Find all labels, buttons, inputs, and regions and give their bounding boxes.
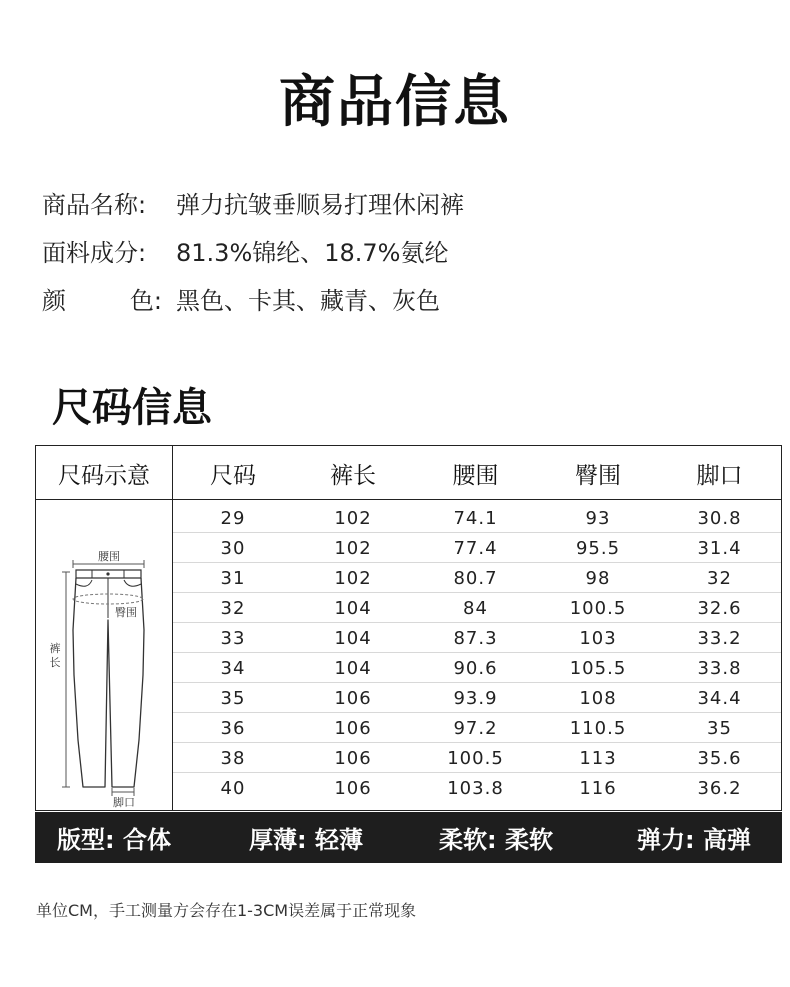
cell-length: 104 <box>334 627 372 649</box>
cell-length: 104 <box>334 597 372 619</box>
measurement-note: 单位CM，手工测量方会存在1-3CM误差属于正常现象 <box>36 901 417 920</box>
table-row <box>173 563 781 593</box>
cell-hem: 34.4 <box>697 687 742 709</box>
info-key-color-part1: 颜 <box>42 286 66 315</box>
cell-hip: 95.5 <box>575 537 621 559</box>
cell-length: 102 <box>334 507 372 529</box>
info-value-name: 弹力抗皱垂顺易打理休闲裤 <box>176 190 464 219</box>
info-key-color <box>42 281 162 316</box>
info-row-color <box>42 274 464 322</box>
cell-length: 102 <box>334 567 372 589</box>
cell-length: 102 <box>334 537 372 559</box>
cell-hip: 93 <box>585 507 611 529</box>
table-row <box>173 683 781 713</box>
size-table <box>35 445 782 811</box>
cell-hip: 108 <box>579 687 617 709</box>
info-key-color-part2: 色: <box>129 286 162 315</box>
cell-size: 33 <box>220 627 246 649</box>
cell-length: 106 <box>334 747 372 769</box>
header-hem: 脚口 <box>696 462 743 489</box>
cell-waist: 103.8 <box>447 777 504 799</box>
info-row-name <box>42 178 464 226</box>
cell-waist: 90.6 <box>453 657 498 679</box>
table-row <box>173 593 781 623</box>
cell-hem: 32.6 <box>697 597 742 619</box>
size-diagram <box>36 500 173 810</box>
cell-size: 36 <box>220 717 246 739</box>
cell-size: 31 <box>220 567 246 589</box>
table-row <box>173 713 781 743</box>
info-key-name: 商品名称: <box>42 190 147 219</box>
cell-waist: 84 <box>463 597 488 619</box>
cell-size: 38 <box>220 747 246 769</box>
cell-waist: 87.3 <box>453 627 498 649</box>
diagram-hem-label: 脚口 <box>113 796 135 809</box>
cell-hem: 33.2 <box>697 627 742 649</box>
attribute-bar <box>35 812 782 863</box>
diagram-hip-label: 臀围 <box>115 606 137 619</box>
cell-length: 106 <box>334 687 372 709</box>
header-hip: 臀围 <box>575 462 621 489</box>
size-section-title: 尺码信息 <box>52 385 212 431</box>
header-length: 裤长 <box>330 462 376 489</box>
cell-waist: 97.2 <box>453 717 498 739</box>
cell-size: 29 <box>220 507 246 529</box>
cell-size: 32 <box>220 597 246 619</box>
cell-waist: 100.5 <box>447 747 504 769</box>
cell-hem: 30.8 <box>697 507 742 529</box>
info-value-material: 81.3%锦纶、18.7%氨纶 <box>176 238 449 267</box>
cell-waist: 77.4 <box>453 537 498 559</box>
page-title: 商品信息 <box>279 70 511 135</box>
cell-hip: 110.5 <box>569 717 627 739</box>
cell-waist: 74.1 <box>453 507 498 529</box>
cell-hip: 98 <box>585 567 611 589</box>
header-size: 尺码 <box>210 462 256 489</box>
cell-waist: 80.7 <box>453 567 498 589</box>
attr-thickness: 厚薄: 轻薄 <box>249 826 363 854</box>
table-row <box>173 653 781 683</box>
cell-size: 35 <box>220 687 246 709</box>
table-row <box>173 533 781 563</box>
table-row <box>173 503 781 533</box>
cell-hem: 35.6 <box>697 747 742 769</box>
diagram-waist-label: 腰围 <box>98 550 120 563</box>
cell-size: 30 <box>220 537 246 559</box>
cell-hem: 31.4 <box>697 537 742 559</box>
cell-length: 104 <box>334 657 372 679</box>
table-row <box>173 743 781 773</box>
pants-icon <box>36 500 173 810</box>
cell-hip: 105.5 <box>569 657 627 679</box>
attr-softness: 柔软: 柔软 <box>439 826 553 854</box>
table-header-row <box>36 446 781 500</box>
diagram-length-label-1: 裤 <box>49 642 61 655</box>
cell-hem: 36.2 <box>697 777 742 799</box>
diagram-length-label-2: 长 <box>49 656 61 669</box>
cell-hip: 116 <box>579 777 617 799</box>
cell-size: 34 <box>220 657 246 679</box>
cell-length: 106 <box>334 777 372 799</box>
info-key-material: 面料成分: <box>42 238 147 267</box>
table-row <box>173 623 781 653</box>
info-value-color: 黑色、卡其、藏青、灰色 <box>176 286 440 315</box>
product-info <box>42 178 464 322</box>
cell-hem: 32 <box>707 567 732 589</box>
table-row <box>173 773 781 803</box>
cell-hip: 103 <box>579 627 617 649</box>
size-rows <box>173 503 781 803</box>
cell-hem: 33.8 <box>697 657 742 679</box>
header-waist: 腰围 <box>452 462 499 489</box>
cell-size: 40 <box>220 777 246 799</box>
info-row-material <box>42 226 464 274</box>
cell-waist: 93.9 <box>453 687 498 709</box>
cell-hem: 35 <box>707 717 732 739</box>
header-diagram: 尺码示意 <box>36 446 173 500</box>
cell-hip: 113 <box>579 747 617 769</box>
cell-length: 106 <box>334 717 372 739</box>
attr-stretch: 弹力: 高弹 <box>637 826 751 854</box>
cell-hip: 100.5 <box>569 597 627 619</box>
attr-fit: 版型: 合体 <box>57 826 171 854</box>
